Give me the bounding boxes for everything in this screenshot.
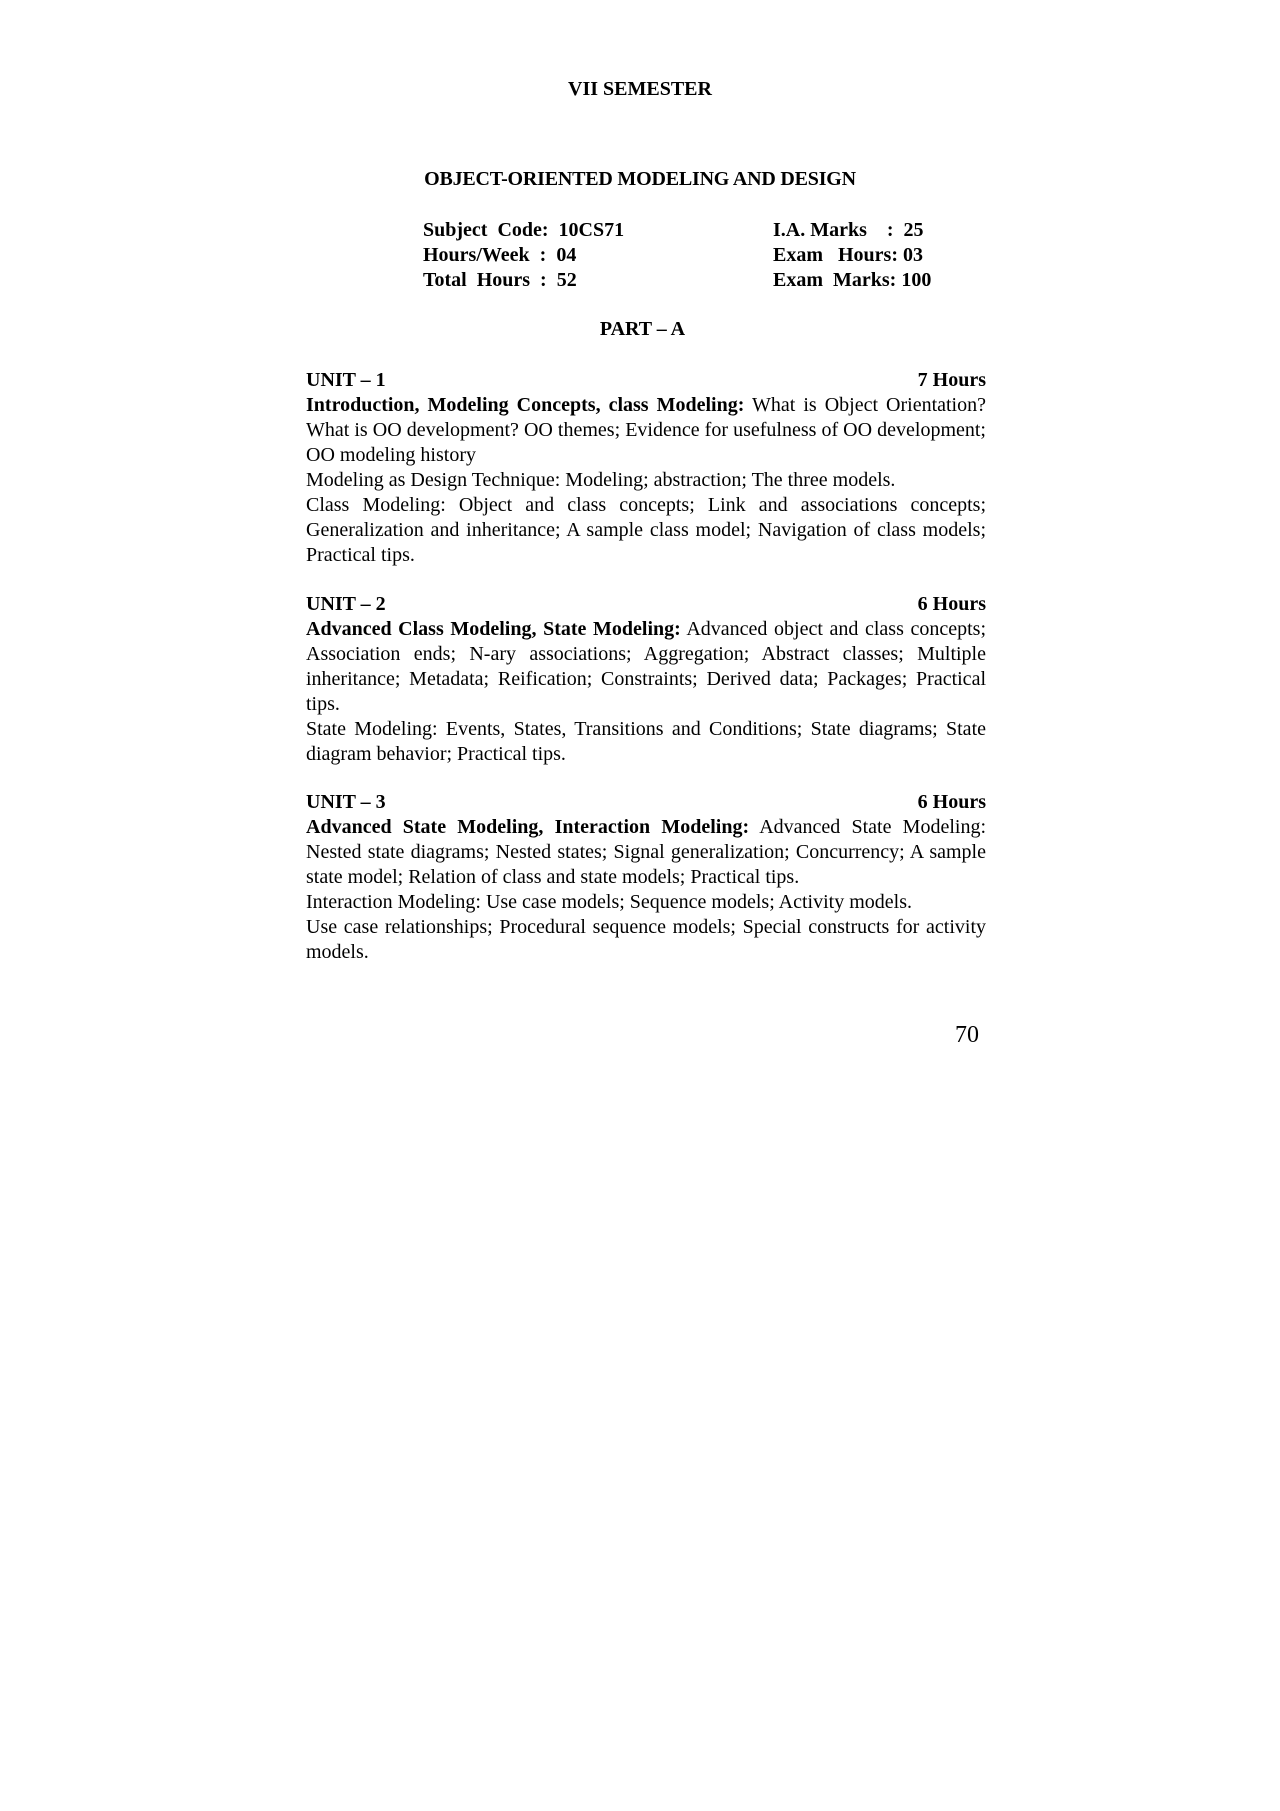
unit-header <box>306 592 986 617</box>
unit-intro-text: Advanced State Modeling: Nested state diagrams; Nested states; Signal generalization; Concurrency; A sample state model; Relation of class and state models; Practical tips. <box>306 816 986 888</box>
unit-paragraph: State Modeling: Events, States, Transitions and Conditions; State diagrams; State diagram behavior; Practical tips. <box>306 718 986 765</box>
unit-paragraph: Use case relationships; Procedural sequence models; Special constructs for activity models. <box>306 916 986 963</box>
total-hours: Total Hours : 52 <box>423 269 577 291</box>
unit-2-section <box>306 592 986 767</box>
unit-1-section <box>306 368 986 568</box>
unit-paragraph: Modeling as Design Technique: Modeling; abstraction; The three models. <box>306 469 896 491</box>
unit-paragraph: Interaction Modeling: Use case models; Sequence models; Activity models. <box>306 891 912 913</box>
unit-body <box>306 393 986 568</box>
unit-topic-heading: Introduction, Modeling Concepts, class Modeling: <box>306 394 745 416</box>
exam-hours: Exam Hours: 03 <box>773 244 923 266</box>
unit-topic-heading: Advanced Class Modeling, State Modeling: <box>306 618 681 640</box>
hours-per-week: Hours/Week : 04 <box>423 244 577 266</box>
unit-name: UNIT – 1 <box>306 369 386 391</box>
unit-paragraph: Class Modeling: Object and class concepts; Link and associations concepts; Generalization and inheritance; A sample class model; Navigation of class models; Practical tips. <box>306 494 986 566</box>
unit-name: UNIT – 2 <box>306 593 386 615</box>
semester-heading: VII SEMESTER <box>568 78 712 100</box>
course-meta-left <box>423 218 624 293</box>
unit-body <box>306 617 986 767</box>
unit-header <box>306 790 986 815</box>
subject-code: Subject Code: 10CS71 <box>423 219 625 241</box>
unit-hours: 6 Hours <box>917 593 986 615</box>
unit-intro-paragraph <box>306 393 986 468</box>
course-title: OBJECT-ORIENTED MODELING AND DESIGN <box>424 168 856 190</box>
exam-marks: Exam Marks: 100 <box>773 269 932 291</box>
unit-hours: 6 Hours <box>917 791 986 813</box>
unit-intro-paragraph <box>306 815 986 890</box>
unit-intro-text: What is Object Orientation? What is OO development? OO themes; Evidence for usefulness of OO development; OO modeling history <box>306 394 986 466</box>
ia-marks: I.A. Marks : 25 <box>773 219 924 241</box>
unit-topic-heading: Advanced State Modeling, Interaction Modeling: <box>306 816 750 838</box>
unit-intro-paragraph <box>306 617 986 717</box>
unit-hours: 7 Hours <box>917 369 986 391</box>
unit-body <box>306 815 986 965</box>
unit-header <box>306 368 986 393</box>
unit-intro-text: Advanced object and class concepts; Association ends; N-ary associations; Aggregation; Abstract classes; Multiple inheritance; Metadata; Reification; Constraints; Derived data; Packages; Practical tips. <box>306 618 987 715</box>
unit-3-section <box>306 790 986 965</box>
unit-name: UNIT – 3 <box>306 791 386 813</box>
part-title: PART – A <box>599 318 686 340</box>
course-meta-right <box>773 218 931 293</box>
page-number: 70 <box>955 1022 979 1048</box>
